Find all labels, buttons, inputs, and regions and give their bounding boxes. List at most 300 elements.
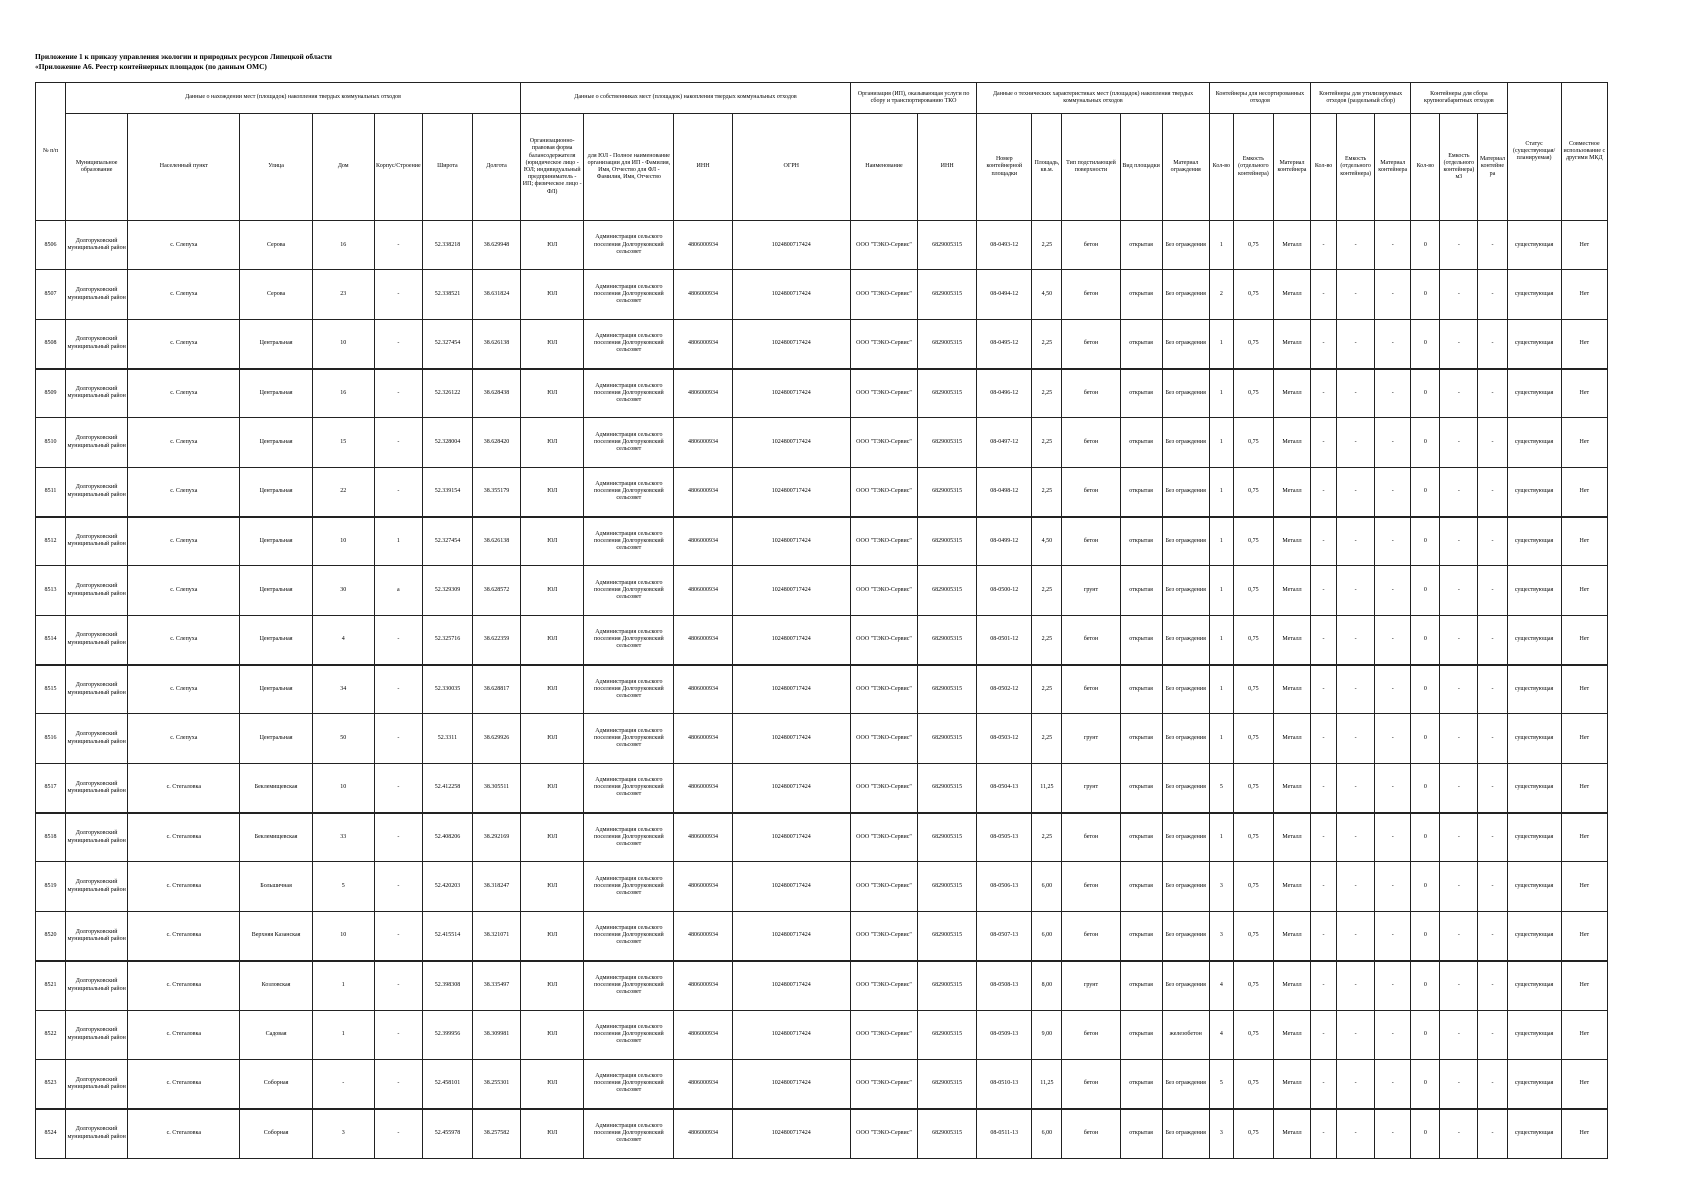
cell-unsorted-qty: 4 xyxy=(1209,961,1233,1010)
cell-org-form: ЮЛ xyxy=(521,221,584,270)
cell-site-type: открытая xyxy=(1120,862,1162,911)
cell-site-type: открытая xyxy=(1120,517,1162,566)
cell-surface: бетон xyxy=(1062,221,1120,270)
cell-inn: 4806000934 xyxy=(674,813,732,862)
cell-org-form: ЮЛ xyxy=(521,566,584,615)
cell-org-form: ЮЛ xyxy=(521,517,584,566)
cell-site-type: открытая xyxy=(1120,615,1162,664)
cell-recyclable-qty: - xyxy=(1311,665,1337,714)
cell-org-form: ЮЛ xyxy=(521,270,584,319)
cell-surface: грунт xyxy=(1062,566,1120,615)
cell-recyclable-qty: - xyxy=(1311,1109,1337,1158)
cell-lat: 52.325716 xyxy=(422,615,472,664)
cell-svc-inn: 6829005315 xyxy=(918,1059,977,1108)
cell-inn: 4806000934 xyxy=(674,418,732,467)
cell-area: 2,25 xyxy=(1032,714,1062,763)
cell-svc-inn: 6829005315 xyxy=(918,665,977,714)
cell-bulky-qty: 0 xyxy=(1411,418,1440,467)
cell-street: Большичная xyxy=(240,862,312,911)
cell-area: 2,25 xyxy=(1032,467,1062,516)
cell-num: 8506 xyxy=(36,221,66,270)
cell-bulky-qty: 0 xyxy=(1411,911,1440,960)
cell-lon: 38.628438 xyxy=(473,369,521,418)
cell-building: - xyxy=(374,714,422,763)
cell-surface: бетон xyxy=(1062,517,1120,566)
cell-street: Серова xyxy=(240,270,312,319)
cell-unsorted-material: Металл xyxy=(1273,517,1310,566)
cell-status: существующая xyxy=(1507,1109,1561,1158)
cell-recyclable-qty: - xyxy=(1311,221,1337,270)
cell-unsorted-capacity: 0,75 xyxy=(1233,221,1273,270)
cell-status: существующая xyxy=(1507,566,1561,615)
cell-surface: бетон xyxy=(1062,862,1120,911)
cell-ogrn: 1024800717424 xyxy=(732,418,850,467)
cell-shared: Нет xyxy=(1561,319,1607,368)
cell-unsorted-qty: 4 xyxy=(1209,1010,1233,1059)
cell-svc-inn: 6829005315 xyxy=(918,615,977,664)
cell-unsorted-qty: 1 xyxy=(1209,813,1233,862)
cell-house: 10 xyxy=(312,517,374,566)
cell-recyclable-material: - xyxy=(1375,418,1411,467)
cell-bulky-material: - xyxy=(1478,1109,1507,1158)
cell-lon: 38.626138 xyxy=(473,517,521,566)
cell-svc-name: ООО "ТЭКО-Сервис" xyxy=(850,418,917,467)
table-row xyxy=(36,714,1608,763)
cell-fence: Без ограждения xyxy=(1162,714,1209,763)
cell-bulky-material: - xyxy=(1478,813,1507,862)
cell-num: 8511 xyxy=(36,467,66,516)
cell-lat: 52.327454 xyxy=(422,517,472,566)
cell-bulky-capacity: - xyxy=(1440,813,1478,862)
col-header-unsorted-material: Материал контейнера xyxy=(1273,114,1310,221)
cell-bulky-material: - xyxy=(1478,763,1507,812)
group-header-service-org: Организация (ИП), оказывающая услуги по сбору и транспортированию ТКО xyxy=(850,83,976,114)
cell-surface: бетон xyxy=(1062,1109,1120,1158)
cell-recyclable-qty: - xyxy=(1311,467,1337,516)
col-header-bulky-qty: Кол-во xyxy=(1411,114,1440,221)
col-header-municipality: Муниципальное образование xyxy=(66,114,128,221)
cell-site-type: открытая xyxy=(1120,467,1162,516)
table-row xyxy=(36,862,1608,911)
cell-building: - xyxy=(374,1109,422,1158)
cell-unsorted-qty: 3 xyxy=(1209,862,1233,911)
cell-fence: Без ограждения xyxy=(1162,763,1209,812)
cell-ogrn: 1024800717424 xyxy=(732,369,850,418)
cell-bulky-qty: 0 xyxy=(1411,763,1440,812)
cell-svc-name: ООО "ТЭКО-Сервис" xyxy=(850,961,917,1010)
cell-shared: Нет xyxy=(1561,270,1607,319)
cell-bulky-qty: 0 xyxy=(1411,517,1440,566)
cell-bulky-qty: 0 xyxy=(1411,221,1440,270)
cell-inn: 4806000934 xyxy=(674,911,732,960)
cell-municipality: Долгоруковский муниципальный район xyxy=(66,270,128,319)
cell-site-type: открытая xyxy=(1120,319,1162,368)
cell-status: существующая xyxy=(1507,270,1561,319)
title-line-2: «Приложение А6. Реестр контейнерных площадок (по данным ОМС) xyxy=(35,62,267,71)
cell-shared: Нет xyxy=(1561,615,1607,664)
cell-settlement: с. Стегаловка xyxy=(128,763,240,812)
cell-recyclable-qty: - xyxy=(1311,763,1337,812)
cell-building: - xyxy=(374,270,422,319)
cell-unsorted-capacity: 0,75 xyxy=(1233,714,1273,763)
cell-recyclable-material: - xyxy=(1375,862,1411,911)
cell-unsorted-capacity: 0,75 xyxy=(1233,911,1273,960)
cell-svc-inn: 6829005315 xyxy=(918,467,977,516)
cell-surface: грунт xyxy=(1062,714,1120,763)
cell-num: 8520 xyxy=(36,911,66,960)
cell-inn: 4806000934 xyxy=(674,714,732,763)
cell-site-no: 08-0502-12 xyxy=(977,665,1032,714)
col-header-bulky-capacity: Емкость (отдельного контейнера) м3 xyxy=(1440,114,1478,221)
cell-shared: Нет xyxy=(1561,1109,1607,1158)
cell-bulky-qty: 0 xyxy=(1411,665,1440,714)
cell-site-no: 08-0511-13 xyxy=(977,1109,1032,1158)
cell-bulky-capacity: - xyxy=(1440,418,1478,467)
cell-org-form: ЮЛ xyxy=(521,1010,584,1059)
col-header-unsorted-capacity: Емкость (отдельного контейнера) xyxy=(1233,114,1273,221)
table-row xyxy=(36,517,1608,566)
cell-site-no: 08-0504-13 xyxy=(977,763,1032,812)
cell-street: Центральная xyxy=(240,369,312,418)
cell-bulky-material: - xyxy=(1478,714,1507,763)
cell-fence: Без ограждения xyxy=(1162,862,1209,911)
table-row xyxy=(36,270,1608,319)
cell-owner-name: Администрация сельского поселения Долгоруковский сельсовет xyxy=(584,714,674,763)
cell-house: 16 xyxy=(312,369,374,418)
cell-num: 8514 xyxy=(36,615,66,664)
cell-municipality: Долгоруковский муниципальный район xyxy=(66,1109,128,1158)
cell-lat: 52.338521 xyxy=(422,270,472,319)
cell-bulky-material: - xyxy=(1478,911,1507,960)
cell-house: 16 xyxy=(312,221,374,270)
cell-lat: 52.327454 xyxy=(422,319,472,368)
cell-recyclable-material: - xyxy=(1375,467,1411,516)
table-row xyxy=(36,418,1608,467)
cell-house: 30 xyxy=(312,566,374,615)
cell-settlement: с. Слепуха xyxy=(128,467,240,516)
cell-recyclable-qty: - xyxy=(1311,270,1337,319)
cell-bulky-material: - xyxy=(1478,221,1507,270)
cell-settlement: с. Слепуха xyxy=(128,221,240,270)
cell-svc-name: ООО "ТЭКО-Сервис" xyxy=(850,566,917,615)
cell-surface: бетон xyxy=(1062,911,1120,960)
cell-org-form: ЮЛ xyxy=(521,961,584,1010)
cell-unsorted-qty: 1 xyxy=(1209,467,1233,516)
cell-svc-inn: 6829005315 xyxy=(918,911,977,960)
cell-svc-inn: 6829005315 xyxy=(918,862,977,911)
cell-fence: Без ограждения xyxy=(1162,369,1209,418)
cell-recyclable-qty: - xyxy=(1311,615,1337,664)
cell-svc-inn: 6829005315 xyxy=(918,1010,977,1059)
group-header-owners: Данные о собственниках мест (площадок) накопления твердых коммунальных отходов xyxy=(521,83,851,114)
cell-surface: бетон xyxy=(1062,615,1120,664)
col-header-fence: Материал ограждения xyxy=(1162,114,1209,221)
cell-site-type: открытая xyxy=(1120,1109,1162,1158)
cell-lat: 52.329309 xyxy=(422,566,472,615)
cell-recyclable-material: - xyxy=(1375,714,1411,763)
cell-unsorted-qty: 1 xyxy=(1209,615,1233,664)
cell-bulky-capacity: - xyxy=(1440,763,1478,812)
cell-house: - xyxy=(312,1059,374,1108)
cell-recyclable-material: - xyxy=(1375,1010,1411,1059)
col-header-owner-name: для ЮЛ - Полное наименование организации для ИП - Фамилия, Имя, Отчество для ФЛ - Фамилия, Имя, Отчество xyxy=(584,114,674,221)
cell-bulky-capacity: - xyxy=(1440,665,1478,714)
cell-shared: Нет xyxy=(1561,665,1607,714)
cell-street: Центральная xyxy=(240,319,312,368)
cell-site-no: 08-0500-12 xyxy=(977,566,1032,615)
cell-svc-name: ООО "ТЭКО-Сервис" xyxy=(850,517,917,566)
cell-unsorted-material: Металл xyxy=(1273,566,1310,615)
cell-recyclable-material: - xyxy=(1375,763,1411,812)
cell-settlement: с. Стегаловка xyxy=(128,813,240,862)
cell-recyclable-capacity: - xyxy=(1337,961,1375,1010)
cell-bulky-qty: 0 xyxy=(1411,1109,1440,1158)
cell-bulky-capacity: - xyxy=(1440,467,1478,516)
cell-org-form: ЮЛ xyxy=(521,862,584,911)
cell-ogrn: 1024800717424 xyxy=(732,1010,850,1059)
cell-bulky-qty: 0 xyxy=(1411,961,1440,1010)
cell-lat: 52.326122 xyxy=(422,369,472,418)
cell-bulky-qty: 0 xyxy=(1411,862,1440,911)
cell-site-no: 08-0506-13 xyxy=(977,862,1032,911)
cell-unsorted-qty: 5 xyxy=(1209,763,1233,812)
table-row xyxy=(36,319,1608,368)
cell-bulky-qty: 0 xyxy=(1411,270,1440,319)
cell-bulky-capacity: - xyxy=(1440,911,1478,960)
cell-municipality: Долгоруковский муниципальный район xyxy=(66,615,128,664)
cell-house: 23 xyxy=(312,270,374,319)
cell-svc-name: ООО "ТЭКО-Сервис" xyxy=(850,813,917,862)
cell-settlement: с. Стегаловка xyxy=(128,961,240,1010)
cell-unsorted-material: Металл xyxy=(1273,813,1310,862)
cell-lon: 38.335497 xyxy=(473,961,521,1010)
cell-area: 9,00 xyxy=(1032,1010,1062,1059)
cell-municipality: Долгоруковский муниципальный район xyxy=(66,665,128,714)
cell-bulky-material: - xyxy=(1478,369,1507,418)
cell-owner-name: Администрация сельского поселения Долгоруковский сельсовет xyxy=(584,911,674,960)
cell-bulky-capacity: - xyxy=(1440,566,1478,615)
cell-surface: бетон xyxy=(1062,418,1120,467)
cell-recyclable-material: - xyxy=(1375,665,1411,714)
cell-area: 8,00 xyxy=(1032,961,1062,1010)
cell-settlement: с. Стегаловка xyxy=(128,862,240,911)
cell-lon: 38.629926 xyxy=(473,714,521,763)
table-row xyxy=(36,911,1608,960)
cell-org-form: ЮЛ xyxy=(521,813,584,862)
cell-num: 8510 xyxy=(36,418,66,467)
cell-bulky-capacity: - xyxy=(1440,862,1478,911)
cell-svc-name: ООО "ТЭКО-Сервис" xyxy=(850,714,917,763)
col-header-lat: Широта xyxy=(422,114,472,221)
cell-lon: 38.292169 xyxy=(473,813,521,862)
cell-street: Центральная xyxy=(240,566,312,615)
cell-site-no: 08-0503-12 xyxy=(977,714,1032,763)
cell-site-type: открытая xyxy=(1120,418,1162,467)
cell-svc-name: ООО "ТЭКО-Сервис" xyxy=(850,270,917,319)
cell-unsorted-qty: 5 xyxy=(1209,1059,1233,1108)
cell-ogrn: 1024800717424 xyxy=(732,714,850,763)
cell-site-no: 08-0510-13 xyxy=(977,1059,1032,1108)
cell-svc-name: ООО "ТЭКО-Сервис" xyxy=(850,763,917,812)
cell-settlement: с. Стегаловка xyxy=(128,911,240,960)
cell-street: Соборная xyxy=(240,1059,312,1108)
col-header-shared: Совместное использование с другими МКД xyxy=(1561,83,1607,221)
cell-num: 8517 xyxy=(36,763,66,812)
cell-fence: Без ограждения xyxy=(1162,270,1209,319)
col-header-house: Дом xyxy=(312,114,374,221)
cell-house: 4 xyxy=(312,615,374,664)
cell-unsorted-qty: 1 xyxy=(1209,517,1233,566)
cell-owner-name: Администрация сельского поселения Долгоруковский сельсовет xyxy=(584,369,674,418)
cell-recyclable-capacity: - xyxy=(1337,665,1375,714)
table-row xyxy=(36,369,1608,418)
cell-street: Козловская xyxy=(240,961,312,1010)
cell-unsorted-capacity: 0,75 xyxy=(1233,369,1273,418)
cell-surface: бетон xyxy=(1062,1059,1120,1108)
cell-inn: 4806000934 xyxy=(674,566,732,615)
cell-street: Верхняя Казанская xyxy=(240,911,312,960)
cell-bulky-qty: 0 xyxy=(1411,467,1440,516)
cell-unsorted-qty: 1 xyxy=(1209,369,1233,418)
cell-recyclable-material: - xyxy=(1375,270,1411,319)
cell-svc-name: ООО "ТЭКО-Сервис" xyxy=(850,911,917,960)
col-header-lon: Долгота xyxy=(473,114,521,221)
cell-svc-name: ООО "ТЭКО-Сервис" xyxy=(850,1109,917,1158)
col-header-unsorted-qty: Кол-во xyxy=(1209,114,1233,221)
cell-fence: Без ограждения xyxy=(1162,961,1209,1010)
cell-surface: бетон xyxy=(1062,1010,1120,1059)
cell-site-no: 08-0508-13 xyxy=(977,961,1032,1010)
cell-street: Центральная xyxy=(240,665,312,714)
cell-unsorted-material: Металл xyxy=(1273,319,1310,368)
cell-unsorted-qty: 1 xyxy=(1209,221,1233,270)
cell-ogrn: 1024800717424 xyxy=(732,1059,850,1108)
cell-lat: 52.408206 xyxy=(422,813,472,862)
col-header-site-no: Номер контейнерной площадки xyxy=(977,114,1032,221)
cell-unsorted-capacity: 0,75 xyxy=(1233,862,1273,911)
cell-municipality: Долгоруковский муниципальный район xyxy=(66,714,128,763)
cell-owner-name: Администрация сельского поселения Долгоруковский сельсовет xyxy=(584,1059,674,1108)
cell-unsorted-capacity: 0,75 xyxy=(1233,418,1273,467)
cell-shared: Нет xyxy=(1561,1010,1607,1059)
cell-org-form: ЮЛ xyxy=(521,665,584,714)
cell-num: 8509 xyxy=(36,369,66,418)
cell-lon: 38.355179 xyxy=(473,467,521,516)
col-header-svc-inn: ИНН xyxy=(918,114,977,221)
cell-recyclable-capacity: - xyxy=(1337,369,1375,418)
cell-bulky-qty: 0 xyxy=(1411,615,1440,664)
cell-svc-inn: 6829005315 xyxy=(918,418,977,467)
cell-owner-name: Администрация сельского поселения Долгоруковский сельсовет xyxy=(584,813,674,862)
cell-shared: Нет xyxy=(1561,467,1607,516)
cell-bulky-capacity: - xyxy=(1440,270,1478,319)
cell-house: 33 xyxy=(312,813,374,862)
col-header-recyclable-qty: Кол-во xyxy=(1311,114,1337,221)
table-row xyxy=(36,1059,1608,1108)
col-header-inn: ИНН xyxy=(674,114,732,221)
cell-area: 2,25 xyxy=(1032,813,1062,862)
cell-svc-name: ООО "ТЭКО-Сервис" xyxy=(850,319,917,368)
cell-settlement: с. Стегаловка xyxy=(128,1109,240,1158)
cell-unsorted-material: Металл xyxy=(1273,763,1310,812)
cell-fence: железобетон xyxy=(1162,1010,1209,1059)
cell-unsorted-material: Металл xyxy=(1273,615,1310,664)
col-header-surface: Тип подстилающей поверхности xyxy=(1062,114,1120,221)
cell-svc-inn: 6829005315 xyxy=(918,517,977,566)
cell-status: существующая xyxy=(1507,615,1561,664)
cell-bulky-capacity: - xyxy=(1440,1059,1478,1108)
cell-building: - xyxy=(374,813,422,862)
cell-surface: бетон xyxy=(1062,270,1120,319)
cell-org-form: ЮЛ xyxy=(521,418,584,467)
cell-org-form: ЮЛ xyxy=(521,319,584,368)
cell-settlement: с. Стегаловка xyxy=(128,1010,240,1059)
cell-ogrn: 1024800717424 xyxy=(732,221,850,270)
cell-recyclable-qty: - xyxy=(1311,813,1337,862)
cell-settlement: с. Стегаловка xyxy=(128,1059,240,1108)
cell-building: - xyxy=(374,369,422,418)
cell-lon: 38.629948 xyxy=(473,221,521,270)
cell-unsorted-capacity: 0,75 xyxy=(1233,566,1273,615)
cell-status: существующая xyxy=(1507,1059,1561,1108)
cell-surface: грунт xyxy=(1062,763,1120,812)
col-header-status: Статус (существующая/планируемая) xyxy=(1507,83,1561,221)
cell-ogrn: 1024800717424 xyxy=(732,763,850,812)
cell-ogrn: 1024800717424 xyxy=(732,862,850,911)
cell-surface: бетон xyxy=(1062,813,1120,862)
col-header-area: Площадь, кв.м. xyxy=(1032,114,1062,221)
cell-site-no: 08-0501-12 xyxy=(977,615,1032,664)
cell-site-type: открытая xyxy=(1120,665,1162,714)
cell-ogrn: 1024800717424 xyxy=(732,517,850,566)
cell-unsorted-material: Металл xyxy=(1273,1109,1310,1158)
cell-status: существующая xyxy=(1507,221,1561,270)
cell-area: 11,25 xyxy=(1032,763,1062,812)
cell-owner-name: Администрация сельского поселения Долгоруковский сельсовет xyxy=(584,615,674,664)
cell-unsorted-capacity: 0,75 xyxy=(1233,319,1273,368)
cell-street: Центральная xyxy=(240,467,312,516)
cell-site-type: открытая xyxy=(1120,714,1162,763)
cell-municipality: Долгоруковский муниципальный район xyxy=(66,1010,128,1059)
group-header-row xyxy=(36,83,1608,114)
cell-municipality: Долгоруковский муниципальный район xyxy=(66,961,128,1010)
cell-lon: 38.255301 xyxy=(473,1059,521,1108)
col-header-street: Улица xyxy=(240,114,312,221)
cell-house: 10 xyxy=(312,319,374,368)
cell-inn: 4806000934 xyxy=(674,763,732,812)
cell-municipality: Долгоруковский муниципальный район xyxy=(66,1059,128,1108)
cell-inn: 4806000934 xyxy=(674,1059,732,1108)
cell-bulky-material: - xyxy=(1478,961,1507,1010)
cell-municipality: Долгоруковский муниципальный район xyxy=(66,418,128,467)
col-header-site-type: Вид площадки xyxy=(1120,114,1162,221)
cell-area: 4,50 xyxy=(1032,270,1062,319)
cell-num: 8521 xyxy=(36,961,66,1010)
cell-unsorted-capacity: 0,75 xyxy=(1233,517,1273,566)
cell-owner-name: Администрация сельского поселения Долгоруковский сельсовет xyxy=(584,1010,674,1059)
cell-municipality: Долгоруковский муниципальный район xyxy=(66,911,128,960)
cell-area: 6,00 xyxy=(1032,911,1062,960)
cell-bulky-capacity: - xyxy=(1440,369,1478,418)
cell-bulky-qty: 0 xyxy=(1411,319,1440,368)
cell-unsorted-qty: 3 xyxy=(1209,1109,1233,1158)
col-header-recyclable-material: Материал контейнера xyxy=(1375,114,1411,221)
cell-building: - xyxy=(374,763,422,812)
cell-recyclable-qty: - xyxy=(1311,714,1337,763)
cell-settlement: с. Слепуха xyxy=(128,270,240,319)
cell-inn: 4806000934 xyxy=(674,221,732,270)
cell-surface: грунт xyxy=(1062,961,1120,1010)
